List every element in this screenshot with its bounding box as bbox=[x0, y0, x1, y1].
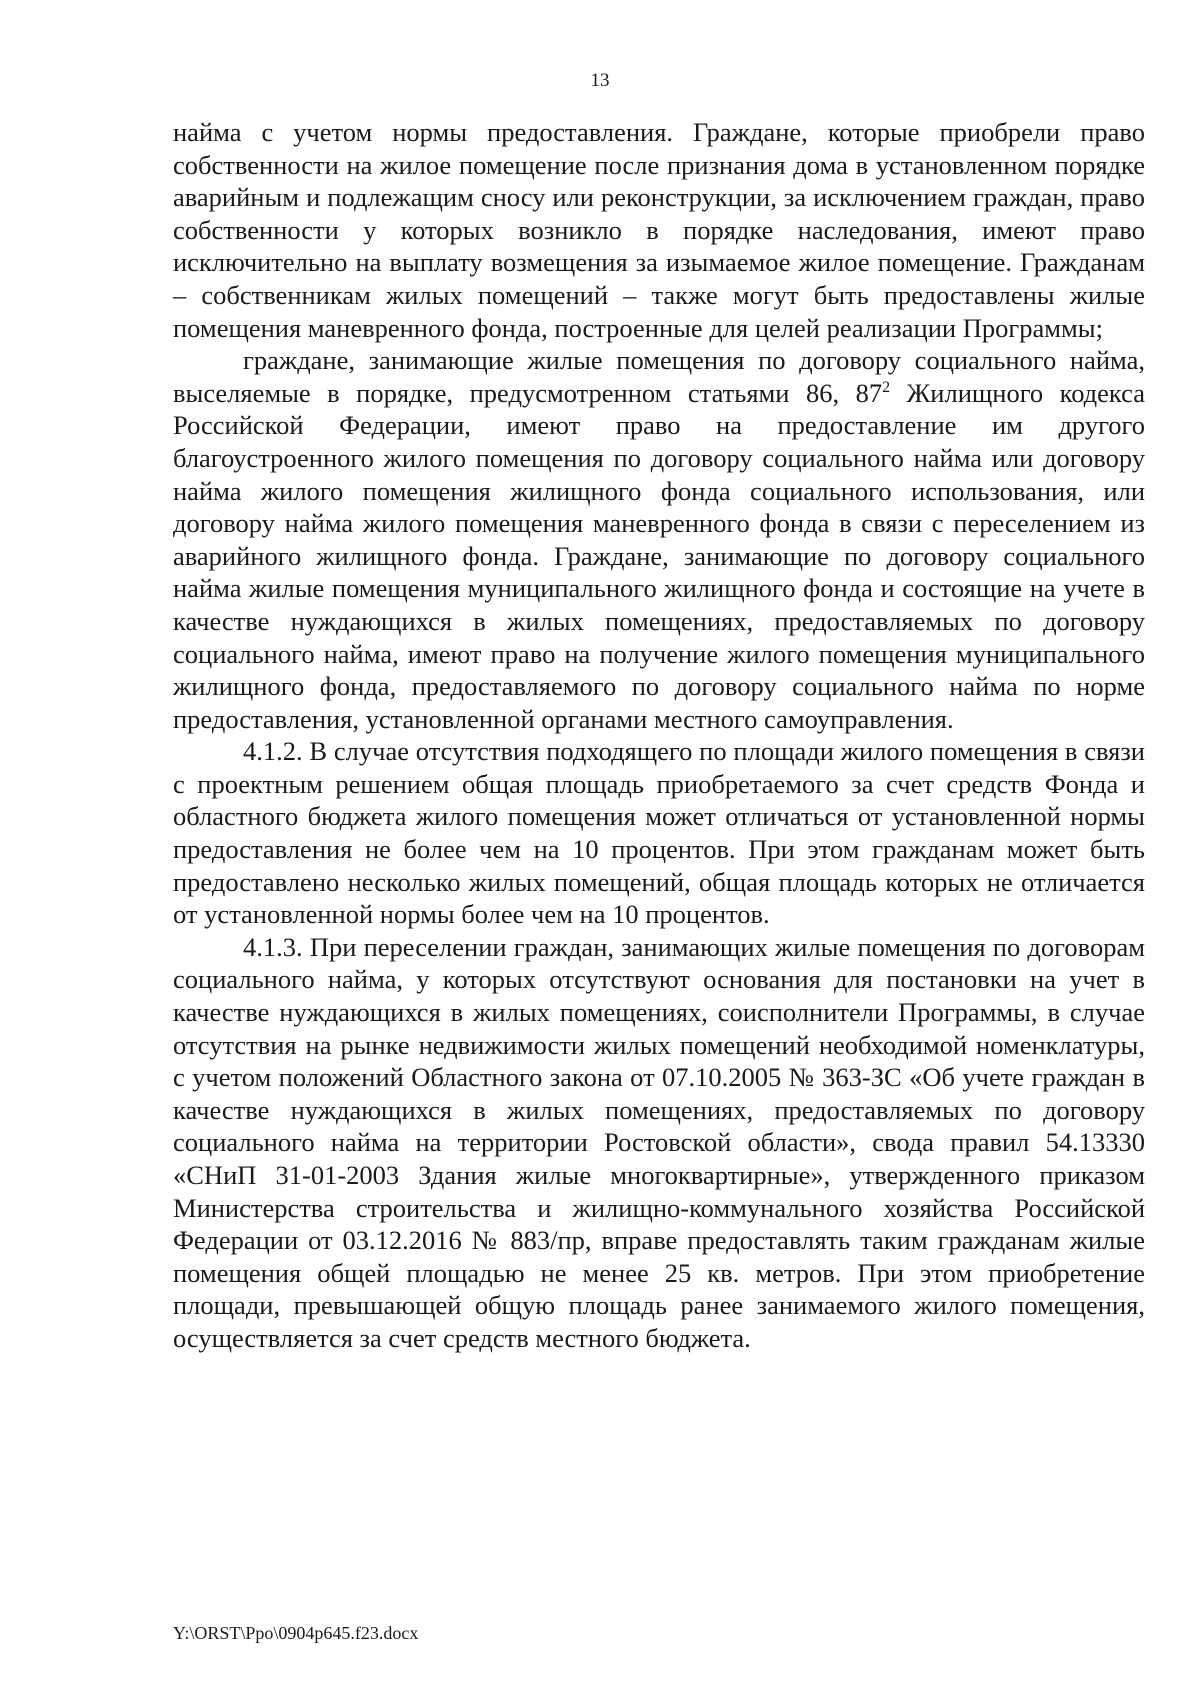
page-number: 13 bbox=[590, 70, 610, 91]
paragraph-2 bbox=[173, 344, 1145, 735]
footer-file-path: Y:\ORST\Ppo\0904p645.f23.docx bbox=[173, 1623, 419, 1643]
document-body bbox=[173, 116, 1145, 1355]
paragraph-4-1-3: 4.1.3. При переселении граждан, занимающих жилые помещения по договорам социального найма, у которых отсутствуют основания для постановки на учет в качестве нуждающихся в жилых помещениях, соисполнители Программы, в случае отсутствия на рынке недвижимости жилых помещений необходимой номенклатуры, с учетом положений Областного закона от 07.10.2005 № 363-ЗС «Об учете граждан в качестве нуждающихся в жилых помещениях, предоставляемых по договору социального найма на территории Ростовской области», свода правил 54.13330 «СНиП 31-01-2003 Здания жилые многоквартирные», утвержденного приказом Министерства строительства и жилищно-коммунального хозяйства Российской Федерации от 03.12.2016 № 883/пр, вправе предоставлять таким гражданам жилые помещения общей площадью не менее 25 кв. метров. При этом приобретение площади, превышающей общую площадь ранее занимаемого жилого помещения, осуществляется за счет средств местного бюджета. bbox=[173, 931, 1145, 1353]
paragraph-1: найма с учетом нормы предоставления. Граждане, которые приобрели право собственности на жилое помещение после признания дома в установленном порядке аварийным и подлежащим сносу или реконструкции, за исключением граждан, право собственности у которых возникло в порядке наследования, имеют право исключительно на выплату возмещения за изымаемое жилое помещение. Гражданам – собственникам жилых помещений – также могут быть предоставлены жилые помещения маневренного фонда, построенные для целей реализации Программы; bbox=[173, 117, 1145, 343]
paragraph-2-text-a: граждане, занимающие жилые помещения по договору социального найма, выселяемые в порядке, предусмотренном статьями 86, 87 bbox=[173, 345, 1145, 408]
paragraph-4-1-2: 4.1.2. В случае отсутствия подходящего по площади жилого помещения в связи с проектным решением общая площадь приобретаемого за счет средств Фонда и областного бюджета жилого помещения может отличаться от установленной нормы предоставления не более чем на 10 процентов. При этом гражданам может быть предоставлено несколько жилых помещений, общая площадь которых не отличается от установленной нормы более чем на 10 процентов. bbox=[173, 736, 1145, 930]
paragraph-2-text-b: Жилищного кодекса Российской Федерации, имеют право на предоставление им другого благоустроенного жилого помещения по договору социального найма или договору найма жилого помещения жилищного фонда социального использования, или договору найма жилого помещения маневренного фонда в связи с переселением из аварийного жилищного фонда. Граждане, занимающие по договору социального найма жилые помещения муниципального жилищного фонда и состоящие на учете в качестве нуждающихся в жилых помещениях, предоставляемых по договору социального найма, имеют право на получение жилого помещения муниципального жилищного фонда, предоставляемого по договору социального найма по норме предоставления, установленной органами местного самоуправления. bbox=[173, 377, 1145, 734]
superscript-2: 2 bbox=[882, 378, 891, 396]
